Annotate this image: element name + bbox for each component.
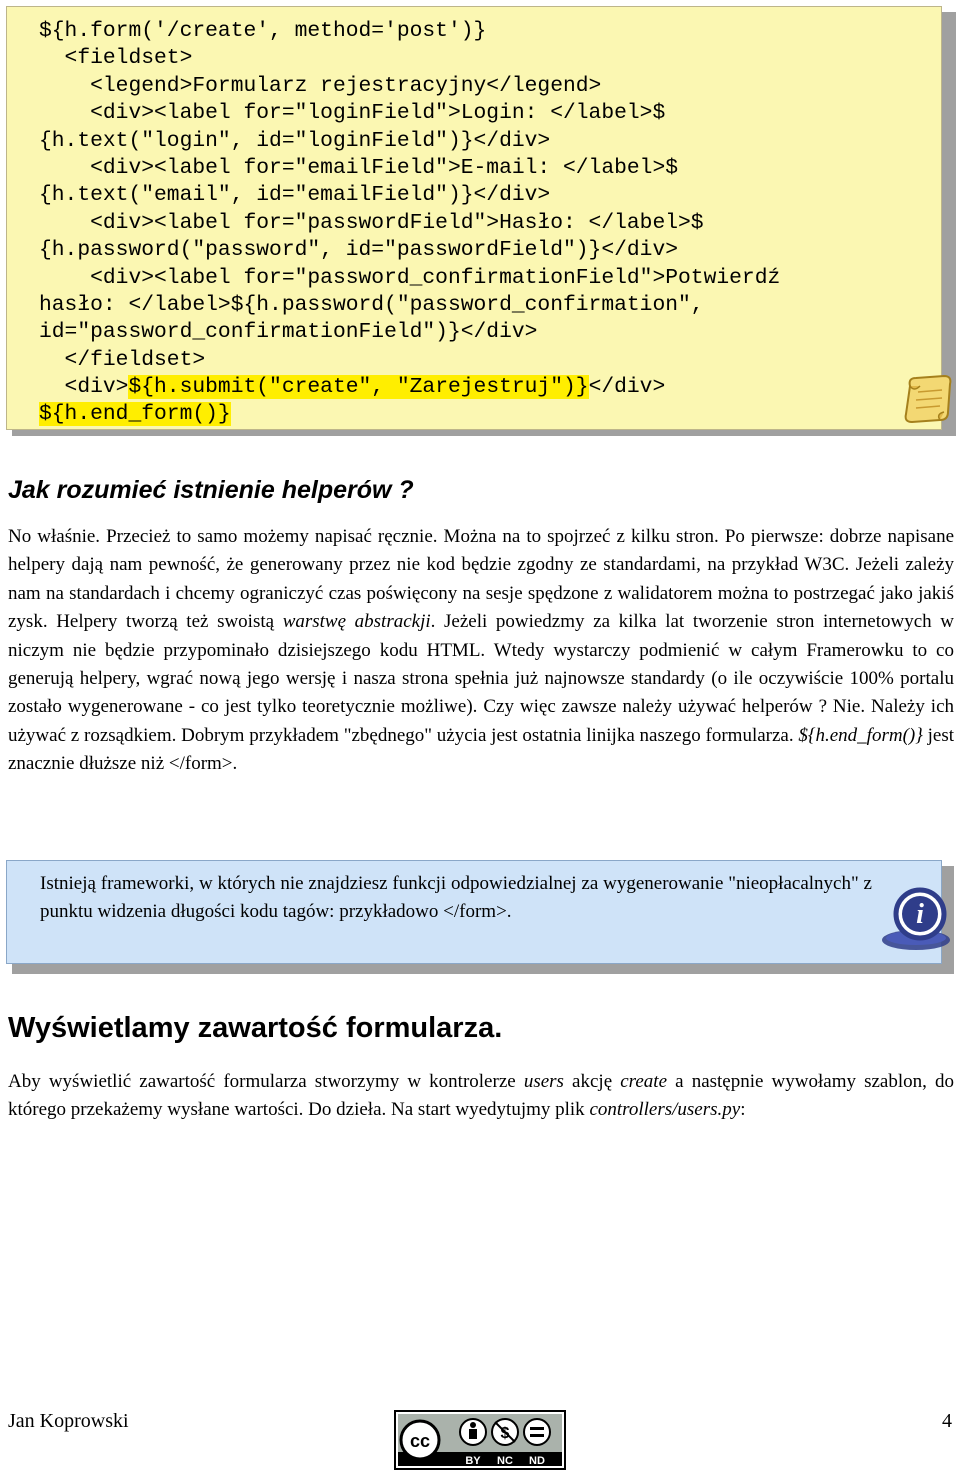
cc-nc-label: NC — [497, 1455, 513, 1467]
code-line: hasło: </label>${h.password("password_confirmation", — [39, 292, 704, 317]
code-line: <fieldset> — [39, 46, 193, 71]
section-heading: Wyświetlamy zawartość formularza. — [8, 1012, 503, 1044]
question-heading: Jak rozumieć istnienie helperów ? — [8, 476, 414, 504]
paragraph-text: akcję — [563, 1071, 621, 1092]
info-box — [6, 860, 942, 964]
code-line: {h.password("password", id="passwordField")}</div> — [39, 238, 679, 263]
code-line: <legend>Formularz rejestracyjny</legend> — [39, 73, 602, 98]
paragraph-italic: create — [620, 1071, 668, 1092]
cc-nd-label: ND — [529, 1455, 545, 1467]
paragraph-text: Aby wyświetlić zawartość formularza stworzymy w kontrolerze — [8, 1071, 524, 1092]
paragraph-text: . Jeżeli powiedzmy za kilka lat tworzenie stron internetowych w niczym nie będzie przypominało dzisiejszego kodu HTML. Wtedy wystarczy podmienić w całym Framerowku to co generują helpery, wgrać nową jego wersję i nasza strona spełnia już najnowsze standardy (o ile oczywiście 100% portalu zostało wygenerowane - co jest tylko teoretycznie możliwe). Czy więc zawsze należy używać helperów ? Nie. Należy ich używać z rozsądkiem. Dobrym przykładem "zbędnego" użycia jest ostatnia linijka naszego formularza. — [8, 611, 954, 746]
code-line: </fieldset> — [39, 347, 206, 372]
paragraph-italic: users — [523, 1071, 564, 1092]
code-line: <div><label for="password_confirmationField">Potwierdź — [39, 265, 781, 290]
code-line: <div><label for="loginField">Login: </label>$ — [39, 101, 666, 126]
body-paragraph — [8, 1068, 954, 1125]
paragraph-text: : — [740, 1099, 746, 1121]
cc-by-label: BY — [465, 1455, 481, 1467]
paragraph-italic: controllers/users.py — [589, 1099, 741, 1121]
paragraph-text: jest znacznie dłuższe niż </form>. — [8, 724, 954, 775]
paragraph-italic: ${h.end_form()} — [798, 724, 923, 746]
code-line: <div><label for="passwordField">Hasło: </label>$ — [39, 210, 704, 235]
code-line: id="password_confirmationField")}</div> — [39, 320, 538, 345]
code-line: <div><label for="emailField">E-mail: </label>$ — [39, 155, 679, 180]
paragraph-text: a następnie wywołamy szablon, do którego przekażemy wysłane wartości. Do dzieła. Na start wyedytujmy plik — [8, 1071, 955, 1121]
code-line-end-form — [39, 401, 780, 428]
code-line: {h.text("email", id="emailField")}</div> — [39, 183, 551, 208]
cc-license-badge — [394, 1410, 566, 1470]
code-line: {h.text("login", id="loginField")}</div> — [39, 128, 551, 153]
scroll-icon — [900, 372, 956, 424]
info-icon — [876, 874, 956, 958]
paragraph-text: No właśnie. Przecież to samo możemy napisać ręcznie. Można na to spojrzeć z kilku stron. Po pierwsze: dobrze napisane helpery dają nam pewność, że generowany przez nie kod będzie zgodny ze standardami, na przykład W3C. Jeżeli zależy nam na standardach i chcemy ograniczyć czas poświęcony na sesje spędzone z walidatorem można to postrzegać jako jakiś zysk. Helpery tworzą też swoistą — [8, 526, 954, 633]
code-highlight: ${h.submit("create", "Zarejestruj")} — [128, 375, 589, 400]
svg-text:$: $ — [500, 1425, 510, 1442]
code-text: </div> — [588, 375, 666, 400]
code-line: ${h.form('/create', method='post')} — [39, 19, 487, 43]
code-listing — [39, 18, 780, 429]
body-paragraph — [8, 523, 954, 779]
cc-logo-text: cc — [409, 1431, 431, 1451]
code-line-submit — [39, 374, 780, 401]
code-text: <div> — [39, 375, 129, 400]
code-highlight: ${h.end_form()} — [39, 402, 231, 427]
info-icon-letter: i — [916, 899, 924, 930]
info-text: Istnieją frameworki, w których nie znajdziesz funkcji odpowiedzialnej za wygenerowanie "nieopłacalnych" z punktu widzenia długości kodu tagów: przykładowo </form>. — [40, 873, 872, 923]
code-listing-box — [6, 6, 942, 430]
page-number: 4 — [942, 1410, 952, 1432]
footer-author: Jan Koprowski — [8, 1410, 129, 1432]
paragraph-italic: warstwę abstrackji — [282, 611, 431, 633]
